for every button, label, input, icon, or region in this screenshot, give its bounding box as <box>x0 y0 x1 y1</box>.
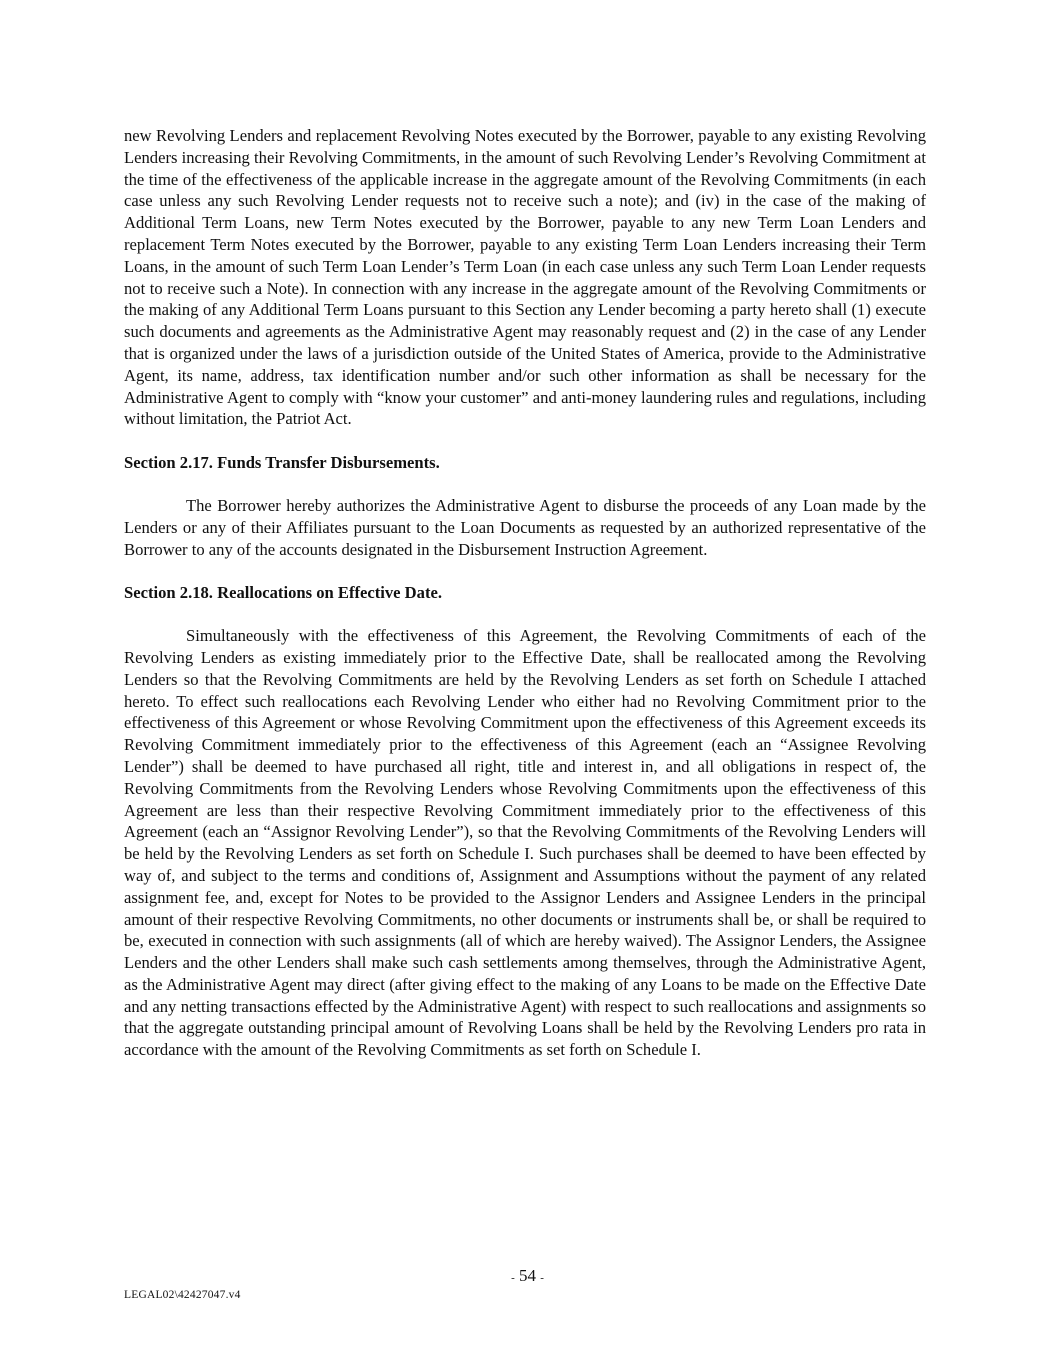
continuation-paragraph: new Revolving Lenders and replacement Revolving Notes executed by the Borrower, payable to any existing Revolving Lenders increasing their Revolving Commitments, in the amount of such Revolving Lender’s Revolving Commitment at the time of the effectiveness of the applicable increase in the aggregate amount of the Revolving Commitments (in each case unless any such Revolving Lender requests not to receive such a note); and (iv) in the case of the making of Additional Term Loans, new Term Notes executed by the Borrower, payable to any new Term Loan Lenders and replacement Term Notes executed by the Borrower, payable to any existing Term Loan Lenders increasing their Term Loans, in the amount of such Term Loan Lender’s Term Loan (in each case unless any such Term Loan Lender requests not to receive such a Note). In connection with any increase in the aggregate amount of the Revolving Commitments or the making of any Additional Term Loans pursuant to this Section any Lender becoming a party hereto shall (1) execute such documents and agreements as the Administrative Agent may reasonably request and (2) in the case of any Lender that is organized under the laws of a jurisdiction outside of the United States of America, provide to the Administrative Agent, its name, address, tax identification number and/or such other information as shall be necessary for the Administrative Agent to comply with “know your customer” and anti-money laundering rules and regulations, including without limitation, the Patriot Act. <box>124 126 926 429</box>
page-number-suffix: - <box>540 1272 544 1284</box>
page-number-prefix: - <box>511 1272 515 1284</box>
page-number <box>0 1266 1055 1286</box>
section-2-18-body: Simultaneously with the effectiveness of this Agreement, the Revolving Commitments of each of the Revolving Lenders as existing immediately prior to the Effective Date, shall be reallocated among the Revolving Lenders so that the Revolving Commitments are held by the Revolving Lenders as set forth on Schedule I attached hereto. To effect such reallocations each Revolving Lender who either had no Revolving Commitment prior to the effectiveness of this Agreement or whose Revolving Commitment upon the effectiveness of this Agreement exceeds its Revolving Commitment immediately prior to the effectiveness of this Agreement (each an “Assignee Revolving Lender”) shall be deemed to have purchased all right, title and interest in, and all obligations in respect of, the Revolving Commitments from the Revolving Lenders whose Revolving Commitments upon the effectiveness of this Agreement are less than their respective Revolving Commitment immediately prior to the effectiveness of this Agreement (each an “Assignor Revolving Lender”), so that the Revolving Commitments of the Revolving Lenders will be held by the Revolving Lenders as set forth on Schedule I. Such purchases shall be deemed to have been effected by way of, and subject to the terms and conditions of, Assignment and Assumptions without the payment of any related assignment fee, and, except for Notes to be provided to the Assignor Lenders and Assignee Lenders in the principal amount of their respective Revolving Commitments, no other documents or instruments shall be, or shall be required to be, executed in connection with such assignments (all of which are hereby waived). The Assignor Lenders, the Assignee Lenders and the other Lenders shall make such cash settlements among themselves, through the Administrative Agent, as the Administrative Agent may direct (after giving effect to the making of any Loans to be made on the Effective Date and any netting transactions effected by the Administrative Agent) with respect to such reallocations and assignments so that the aggregate outstanding principal amount of Revolving Loans shall be held by the Revolving Lenders pro rata in accordance with the amount of the Revolving Commitments as set forth on Schedule I. <box>124 626 926 1060</box>
document-page <box>124 125 926 1061</box>
page-number-value: 54 <box>519 1266 536 1285</box>
section-2-17-body: The Borrower hereby authorizes the Administrative Agent to disburse the proceeds of any Loan made by the Lenders or any of their Affiliates pursuant to the Loan Documents as requested by an authorized representative of the Borrower to any of the accounts designated in the Disbursement Instruction Agreement. <box>124 495 926 559</box>
document-id: LEGAL02\42427047.v4 <box>124 1289 241 1301</box>
section-2-17-heading: Section 2.17. Funds Transfer Disbursements. <box>124 453 440 473</box>
section-2-18-heading: Section 2.18. Reallocations on Effective Date. <box>124 583 442 603</box>
